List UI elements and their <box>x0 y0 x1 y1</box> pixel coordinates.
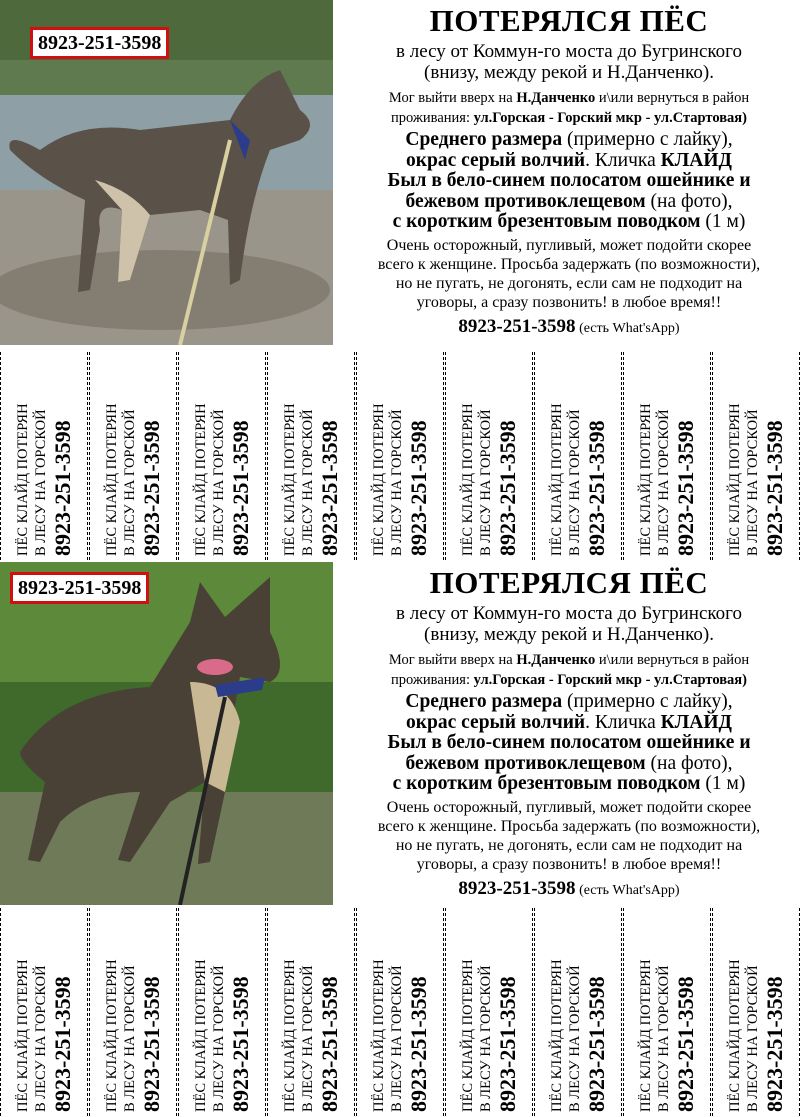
tab-line-place: В ЛЕСУ НА ГОРСКОЙ <box>33 409 49 556</box>
tab-line-place: В ЛЕСУ НА ГОРСКОЙ <box>33 965 49 1112</box>
dog-photo <box>0 0 333 345</box>
tab-line-phone: 8923-251-3598 <box>50 420 75 556</box>
tab-text <box>268 912 356 1112</box>
tab-line-name: ПЁС КЛАЙД ПОТЕРЯН <box>371 403 387 556</box>
tab-line-place: В ЛЕСУ НА ГОРСКОЙ <box>745 409 761 556</box>
tear-off-tab[interactable] <box>89 908 177 1116</box>
tab-line-name: ПЁС КЛАЙД ПОТЕРЯН <box>727 403 743 556</box>
dog-photo <box>0 562 333 905</box>
tab-line-name: ПЁС КЛАЙД ПОТЕРЯН <box>193 959 209 1112</box>
tab-text <box>446 356 534 556</box>
tab-text <box>535 912 623 1112</box>
tab-line-name: ПЁС КЛАЙД ПОТЕРЯН <box>193 403 209 556</box>
tab-text <box>1 356 89 556</box>
photo-phone-badge: 8923-251-3598 <box>30 27 169 59</box>
tab-line-phone: 8923-251-3598 <box>406 420 431 556</box>
tab-text <box>90 356 178 556</box>
tab-text <box>624 356 712 556</box>
tab-text <box>179 356 267 556</box>
tab-text <box>535 356 623 556</box>
tab-line-place: В ЛЕСУ НА ГОРСКОЙ <box>567 965 583 1112</box>
tab-line-place: В ЛЕСУ НА ГОРСКОЙ <box>389 409 405 556</box>
exit-description: Мог выйти вверх на Н.Данченко и\или вернуться в район проживания: ул.Горская - Горский мкр - ул.Стартовая) <box>388 652 750 688</box>
tab-line-name: ПЁС КЛАЙД ПОТЕРЯН <box>727 959 743 1112</box>
tear-off-tab[interactable] <box>623 908 711 1116</box>
tear-off-tab[interactable] <box>712 352 800 560</box>
tear-off-tab[interactable] <box>178 352 266 560</box>
tear-off-tab[interactable] <box>356 908 444 1116</box>
tear-off-tab[interactable] <box>0 352 88 560</box>
tab-line-name: ПЁС КЛАЙД ПОТЕРЯН <box>371 959 387 1112</box>
tab-line-phone: 8923-251-3598 <box>762 420 787 556</box>
tear-off-tab[interactable] <box>534 352 622 560</box>
flyer-text <box>338 562 800 902</box>
tab-line-name: ПЁС КЛАЙД ПОТЕРЯН <box>549 959 565 1112</box>
tear-off-tab[interactable] <box>623 352 711 560</box>
tab-line-place: В ЛЕСУ НА ГОРСКОЙ <box>122 965 138 1112</box>
tab-text <box>713 912 800 1112</box>
exit-description: Мог выйти вверх на Н.Данченко и\или вернуться в район проживания: ул.Горская - Горский мкр - ул.Стартовая) <box>388 90 750 126</box>
tab-line-name: ПЁС КЛАЙД ПОТЕРЯН <box>638 959 654 1112</box>
tab-line-place: В ЛЕСУ НА ГОРСКОЙ <box>122 409 138 556</box>
tab-line-place: В ЛЕСУ НА ГОРСКОЙ <box>745 965 761 1112</box>
flyer-title: ПОТЕРЯЛСЯ ПЁС <box>429 565 709 600</box>
tab-line-name: ПЁС КЛАЙД ПОТЕРЯН <box>460 403 476 556</box>
tab-line-phone: 8923-251-3598 <box>139 976 164 1112</box>
tab-line-name: ПЁС КЛАЙД ПОТЕРЯН <box>282 959 298 1112</box>
tab-line-name: ПЁС КЛАЙД ПОТЕРЯН <box>104 959 120 1112</box>
flyer-text <box>338 0 800 340</box>
tab-line-place: В ЛЕСУ НА ГОРСКОЙ <box>389 965 405 1112</box>
dog-in-grass-photo <box>0 562 333 905</box>
tear-off-tab[interactable] <box>712 908 800 1116</box>
tab-line-name: ПЁС КЛАЙД ПОТЕРЯН <box>15 403 31 556</box>
tab-line-phone: 8923-251-3598 <box>228 976 253 1112</box>
tab-line-phone: 8923-251-3598 <box>228 420 253 556</box>
tab-line-phone: 8923-251-3598 <box>50 976 75 1112</box>
photo-phone-badge: 8923-251-3598 <box>10 572 149 604</box>
tab-line-place: В ЛЕСУ НА ГОРСКОЙ <box>211 965 227 1112</box>
tear-off-tab[interactable] <box>445 908 533 1116</box>
tab-text <box>357 356 445 556</box>
tab-line-phone: 8923-251-3598 <box>317 976 342 1112</box>
tab-line-phone: 8923-251-3598 <box>584 976 609 1112</box>
tab-line-name: ПЁС КЛАЙД ПОТЕРЯН <box>549 403 565 556</box>
location-line: в лесу от Коммун-го моста до Бугринского (внизу, между рекой и Н.Данченко). <box>396 41 742 83</box>
tab-text <box>713 356 800 556</box>
tab-text <box>357 912 445 1112</box>
tab-line-phone: 8923-251-3598 <box>584 420 609 556</box>
tab-line-phone: 8923-251-3598 <box>495 420 520 556</box>
tab-line-name: ПЁС КЛАЙД ПОТЕРЯН <box>638 403 654 556</box>
behavior-note: Очень осторожный, пугливый, может подойти скорее всего к женщине. Просьба задержать (по возможности), но не пугать, не догонять, если сам не подходит на уговоры, а сразу позвонить! в любое время!! <box>377 236 761 311</box>
flyer-title: ПОТЕРЯЛСЯ ПЁС <box>429 3 709 38</box>
tab-line-phone: 8923-251-3598 <box>317 420 342 556</box>
tear-off-tab[interactable] <box>445 352 533 560</box>
dog-description: Среднего размера (примерно с лайку), окрас серый волчий. Кличка КЛАЙД Был в бело-синем полосатом ошейнике и бежевом противоклещевом (на фото), с коротким брезентовым поводком (1 м) <box>387 129 751 232</box>
tear-off-tab[interactable] <box>267 908 355 1116</box>
behavior-note: Очень осторожный, пугливый, может подойти скорее всего к женщине. Просьба задержать (по возможности), но не пугать, не догонять, если сам не подходит на уговоры, а сразу позвонить! в любое время!! <box>377 798 761 873</box>
tab-text <box>90 912 178 1112</box>
tab-line-name: ПЁС КЛАЙД ПОТЕРЯН <box>460 959 476 1112</box>
tab-line-name: ПЁС КЛАЙД ПОТЕРЯН <box>282 403 298 556</box>
tear-off-tab[interactable] <box>0 908 88 1116</box>
tab-line-place: В ЛЕСУ НА ГОРСКОЙ <box>211 409 227 556</box>
tear-off-tab[interactable] <box>267 352 355 560</box>
tab-line-phone: 8923-251-3598 <box>673 976 698 1112</box>
tear-off-tab[interactable] <box>534 908 622 1116</box>
dog-description: Среднего размера (примерно с лайку), окрас серый волчий. Кличка КЛАЙД Был в бело-синем полосатом ошейнике и бежевом противоклещевом (на фото), с коротким брезентовым поводком (1 м) <box>387 691 751 794</box>
contact-phone: 8923-251-3598 (есть What'sApp) <box>458 877 680 899</box>
tab-line-phone: 8923-251-3598 <box>495 976 520 1112</box>
location-line: в лесу от Коммун-го моста до Бугринского (внизу, между рекой и Н.Данченко). <box>396 603 742 645</box>
tab-line-place: В ЛЕСУ НА ГОРСКОЙ <box>478 409 494 556</box>
tear-off-tab[interactable] <box>178 908 266 1116</box>
tab-line-name: ПЁС КЛАЙД ПОТЕРЯН <box>104 403 120 556</box>
tab-line-place: В ЛЕСУ НА ГОРСКОЙ <box>656 965 672 1112</box>
tear-off-tab[interactable] <box>89 352 177 560</box>
tab-line-place: В ЛЕСУ НА ГОРСКОЙ <box>300 965 316 1112</box>
tab-line-place: В ЛЕСУ НА ГОРСКОЙ <box>656 409 672 556</box>
tab-text <box>1 912 89 1112</box>
tab-line-place: В ЛЕСУ НА ГОРСКОЙ <box>300 409 316 556</box>
tab-text <box>179 912 267 1112</box>
tab-line-phone: 8923-251-3598 <box>673 420 698 556</box>
tab-line-place: В ЛЕСУ НА ГОРСКОЙ <box>567 409 583 556</box>
tear-off-tab[interactable] <box>356 352 444 560</box>
tab-line-phone: 8923-251-3598 <box>406 976 431 1112</box>
tab-line-name: ПЁС КЛАЙД ПОТЕРЯН <box>15 959 31 1112</box>
tab-text <box>446 912 534 1112</box>
tear-off-tabs-bottom <box>0 908 800 1116</box>
tab-line-phone: 8923-251-3598 <box>762 976 787 1112</box>
tear-off-tabs-top <box>0 352 800 560</box>
tab-line-place: В ЛЕСУ НА ГОРСКОЙ <box>478 965 494 1112</box>
tab-line-phone: 8923-251-3598 <box>139 420 164 556</box>
tab-text <box>268 356 356 556</box>
tab-text <box>624 912 712 1112</box>
contact-phone: 8923-251-3598 (есть What'sApp) <box>458 315 680 337</box>
